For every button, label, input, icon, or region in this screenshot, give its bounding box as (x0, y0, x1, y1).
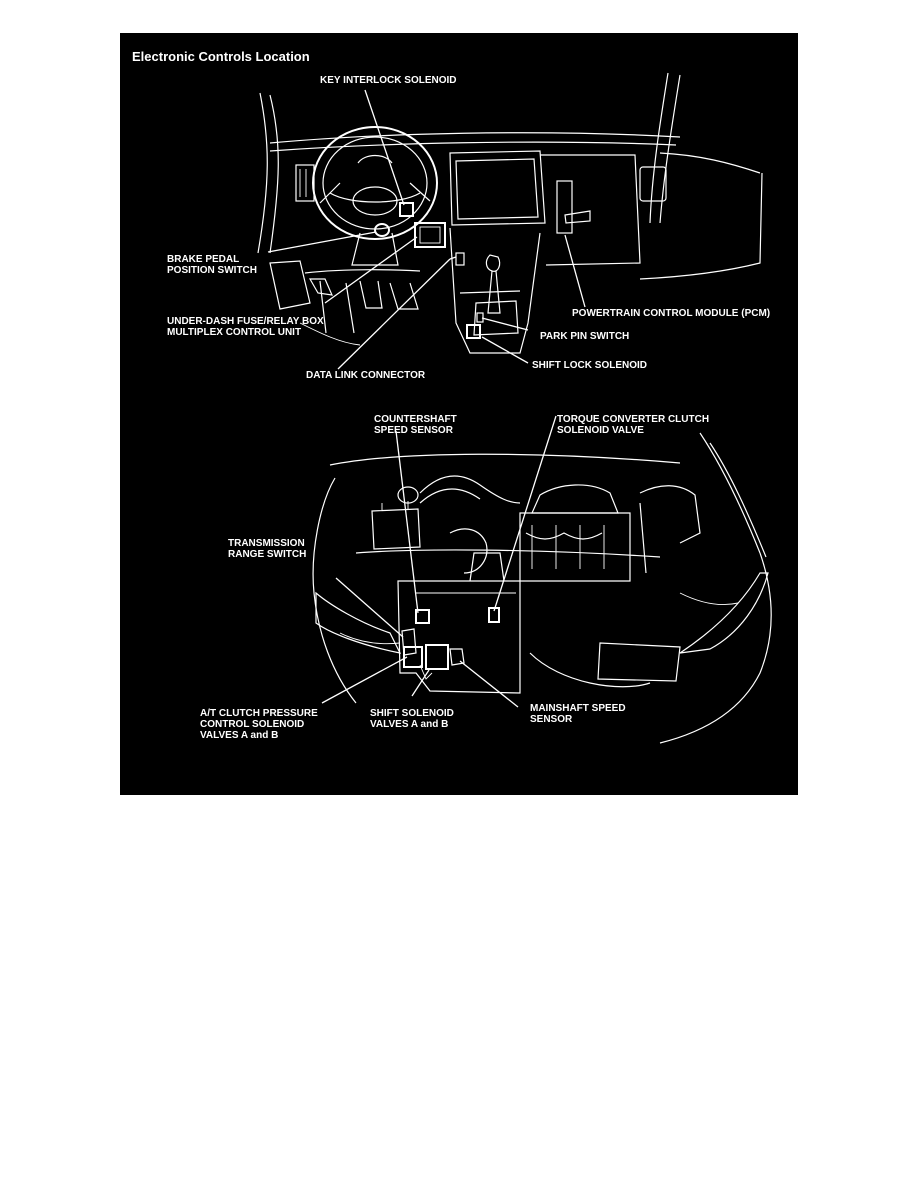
label-key-interlock-solenoid: KEY INTERLOCK SOLENOID (320, 75, 457, 86)
label-at-clutch-pressure-control-solenoid-valves: A/T CLUTCH PRESSURE CONTROL SOLENOID VALVES A and B (200, 708, 318, 741)
label-brake-pedal-position-switch: BRAKE PEDAL POSITION SWITCH (167, 254, 257, 276)
electronic-controls-diagram (120, 33, 798, 795)
label-shift-lock-solenoid: SHIFT LOCK SOLENOID (532, 360, 647, 371)
label-shift-solenoid-valves: SHIFT SOLENOID VALVES A and B (370, 708, 454, 730)
label-powertrain-control-module: POWERTRAIN CONTROL MODULE (PCM) (572, 308, 771, 319)
label-mainshaft-speed-sensor: MAINSHAFT SPEED SENSOR (530, 703, 626, 725)
diagram-title: Electronic Controls Location (132, 49, 310, 64)
label-transmission-range-switch: TRANSMISSION RANGE SWITCH (228, 538, 307, 560)
label-torque-converter-clutch-solenoid-valve: TORQUE CONVERTER CLUTCH SOLENOID VALVE (557, 414, 710, 436)
label-data-link-connector: DATA LINK CONNECTOR (306, 370, 426, 381)
label-park-pin-switch: PARK PIN SWITCH (540, 331, 630, 342)
label-countershaft-speed-sensor: COUNTERSHAFT SPEED SENSOR (374, 414, 457, 436)
label-under-dash-fuse-relay-box: UNDER-DASH FUSE/RELAY BOX MULTIPLEX CONTROL UNIT (167, 316, 324, 338)
engine-bay-illustration (313, 433, 771, 743)
